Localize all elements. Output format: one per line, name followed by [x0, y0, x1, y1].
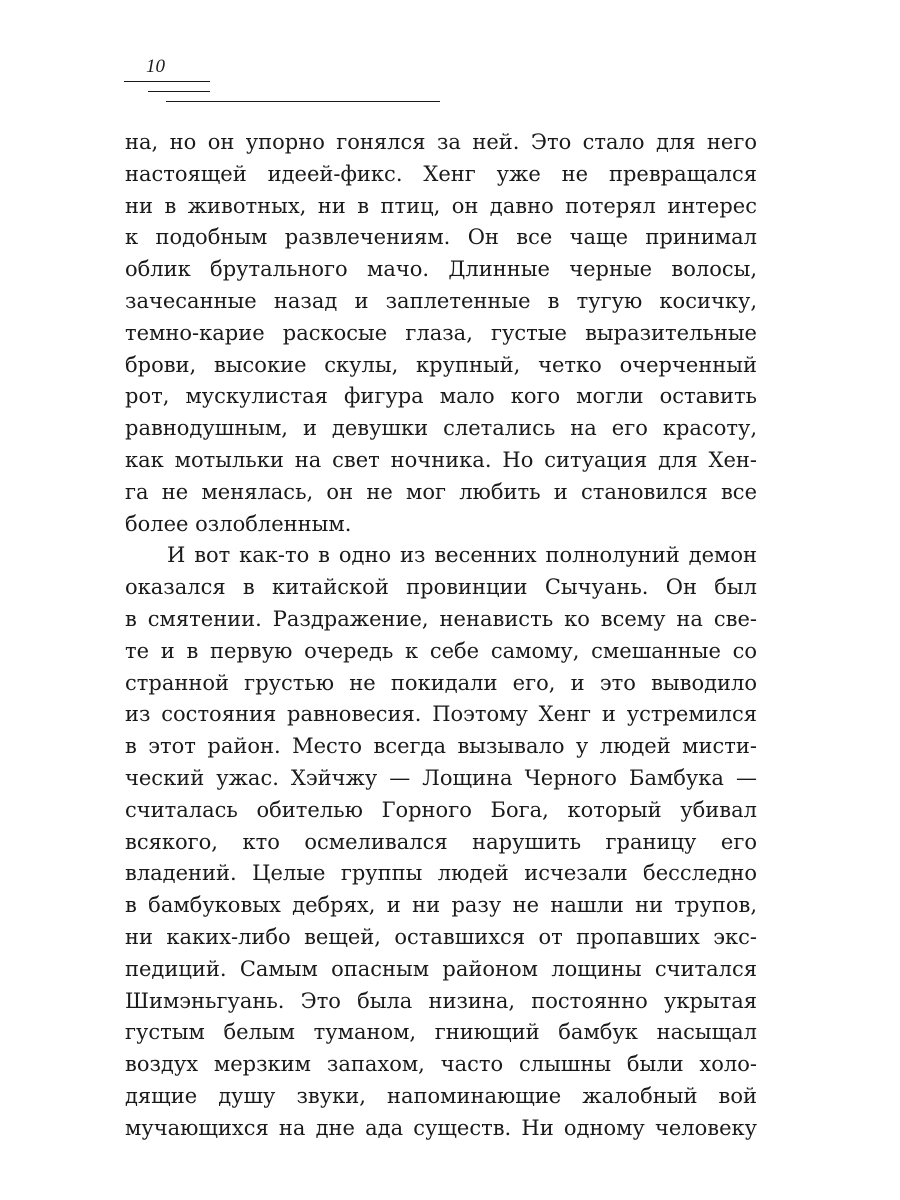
text-line: те и в первую очередь к себе самому, смешанные со: [125, 638, 757, 663]
text-line: как мотыльки на свет ночника. Но ситуация для Хен-: [125, 447, 757, 472]
text-line: считалась обителью Горного Бога, который убивал: [125, 797, 757, 822]
page-number: 10: [146, 56, 165, 77]
text-line: в бамбуковых дебрях, и ни разу не нашли ни трупов,: [125, 893, 757, 918]
text-line: странной грустью не покидали его, и это выводило: [125, 670, 757, 695]
text-line: ческий ужас. Хэйчжу — Лощина Черного Бамбука —: [125, 765, 757, 790]
text-line: густым белым туманом, гниющий бамбук насыщал: [125, 1020, 757, 1045]
text-line: в этот район. Место всегда вызывало у людей мисти-: [125, 734, 757, 759]
text-line: педиций. Самым опасным районом лощины считался: [125, 956, 757, 981]
text-line: Шимэньгуань. Это была низина, постоянно укрытая: [125, 988, 757, 1013]
body-text: [125, 127, 757, 1145]
text-line: воздух мерзким запахом, часто слышны были холо-: [125, 1052, 757, 1077]
text-line: владений. Целые группы людей исчезали бесследно: [125, 861, 757, 886]
text-line: к подобным развлечениям. Он все чаще принимал: [125, 225, 757, 250]
text-line: ни каких-либо вещей, оставшихся от пропавших экс-: [125, 924, 757, 949]
text-line: дящие душу звуки, напоминающие жалобный вой: [125, 1083, 757, 1108]
paragraph: [125, 127, 757, 540]
text-line: оказался в китайской провинции Сычуань. Он был: [125, 575, 757, 600]
text-line: из состояния равновесия. Поэтому Хенг и устремился: [125, 702, 757, 727]
header-rule-top: [124, 81, 210, 82]
text-line: зачесанные назад и заплетенные в тугую косичку,: [125, 288, 757, 313]
text-line: облик брутального мачо. Длинные черные волосы,: [125, 257, 757, 282]
text-line: на, но он упорно гонялся за ней. Это стало для него: [125, 130, 757, 154]
text-line: га не менялась, он не мог любить и становился все: [125, 479, 757, 504]
text-line: в смятении. Раздражение, ненависть ко всему на све-: [125, 606, 757, 631]
text-line: настоящей идеей-фикс. Хенг уже не превращался: [125, 161, 757, 186]
header-rule-bottom: [166, 101, 440, 102]
text-line: И вот как-то в одно из весенних полнолуний демон: [167, 543, 757, 568]
text-line: рот, мускулистая фигура мало кого могли оставить: [125, 384, 757, 409]
text-line: равнодушным, и девушки слетались на его красоту,: [125, 416, 757, 441]
text-line: темно-карие раскосые глаза, густые выразительные: [125, 320, 757, 345]
header-rule-middle: [148, 91, 210, 92]
text-line: мучающихся на дне ада существ. Ни одному человеку: [125, 1115, 757, 1140]
text-line: ни в животных, ни в птиц, он давно потерял интерес: [125, 193, 757, 218]
paragraph: [125, 540, 757, 1144]
text-line: более озлобленным.: [125, 511, 352, 536]
text-line: брови, высокие скулы, крупный, четко очерченный: [125, 352, 757, 377]
text-line: всякого, кто осмеливался нарушить границу его: [125, 829, 757, 854]
